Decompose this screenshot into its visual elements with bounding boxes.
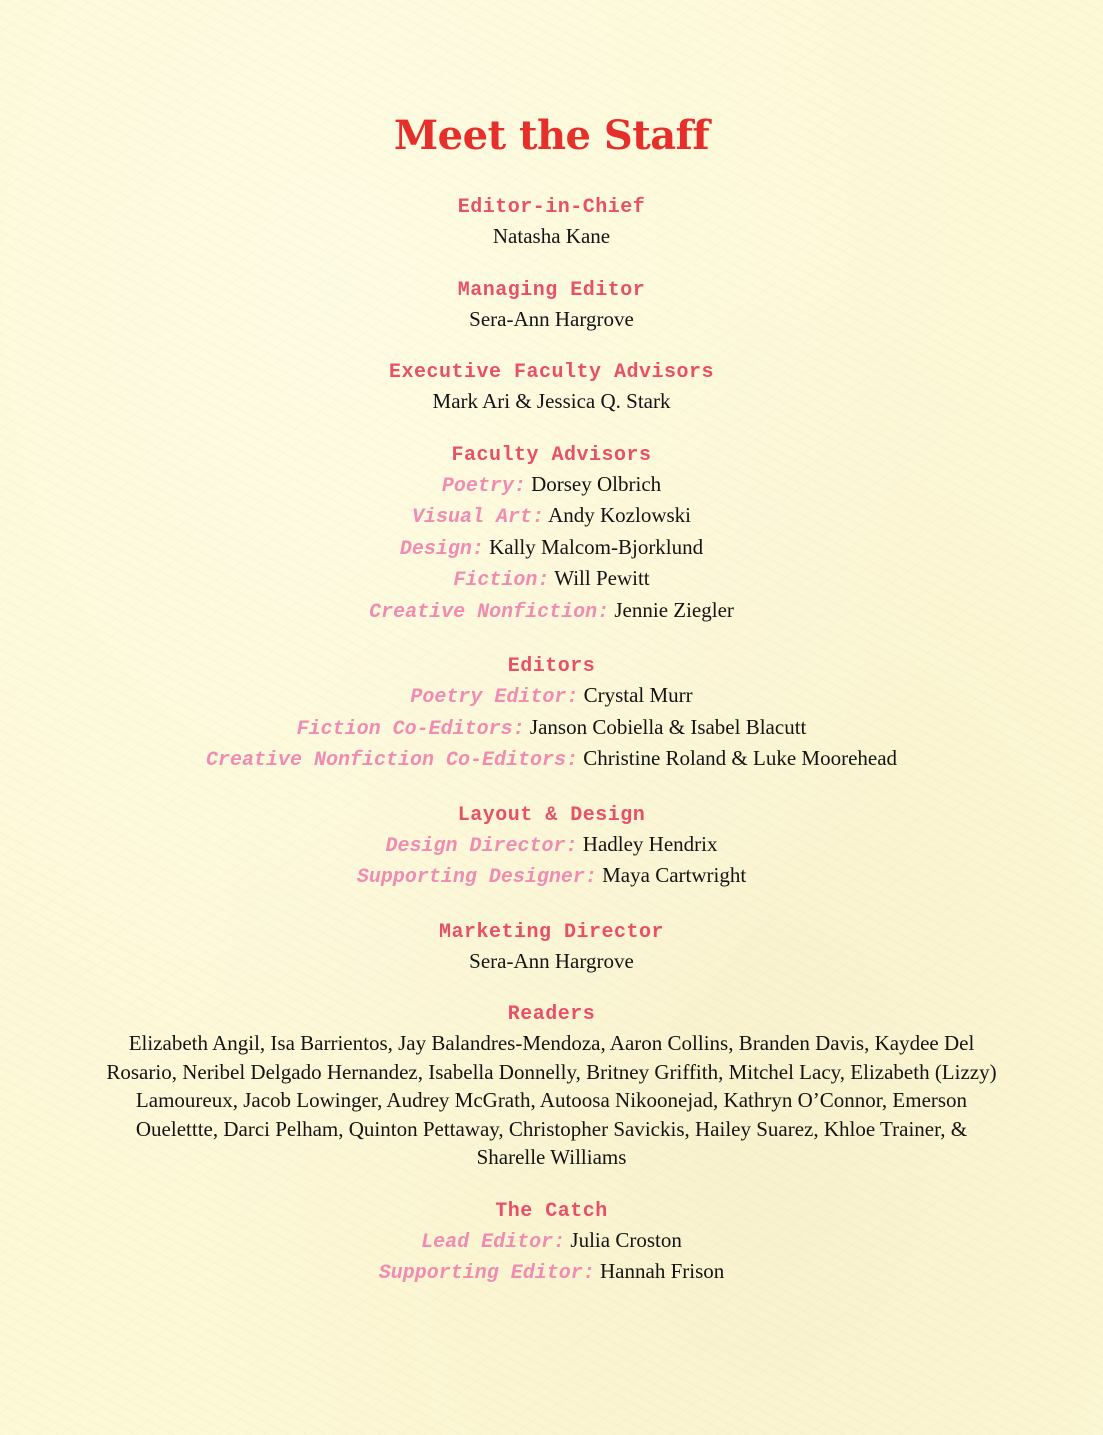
role-label: Design: bbox=[399, 537, 484, 561]
role-label: Fiction: bbox=[453, 569, 550, 592]
role-label: Supporting Designer: bbox=[356, 866, 597, 889]
staff-name: Maya Cartwright bbox=[602, 863, 747, 887]
staff-row bbox=[0, 1226, 1103, 1258]
staff-name: Hadley Hendrix bbox=[582, 831, 718, 856]
page-title: Meet the Staff bbox=[393, 112, 710, 159]
staff-name: Jennie Ziegler bbox=[614, 597, 734, 622]
staff-name: Andy Kozlowski bbox=[548, 503, 692, 527]
staff-row bbox=[0, 830, 1103, 862]
staff-name: Crystal Murr bbox=[583, 683, 693, 707]
staff-name: Kally Malcom-Bjorklund bbox=[489, 534, 704, 559]
staff-name: Julia Croston bbox=[570, 1227, 682, 1252]
role-label: Poetry: bbox=[441, 474, 526, 498]
section-editors bbox=[0, 653, 1103, 776]
staff-row bbox=[0, 501, 1103, 533]
staff-name: Hannah Frison bbox=[600, 1259, 725, 1283]
readers-list: Elizabeth Angil, Isa Barrientos, Jay Balandres-Mendoza, Aaron Collins, Branden Davis, Kaydee Del Rosario, Neribel Delgado Hernandez, Isabella Donnelly, Britney Griffith, Mitchel Lacy, Elizabeth (Lizzy) Lamoureux, Jacob Lowinger, Audrey McGrath, Autoosa Nikoonejad, Kathryn O’Connor, Emerson Ouelettte, Darci Pelham, Quinton Pettaway, Christopher Savickis, Hailey Suarez, Khloe Trainer, & Sharelle Williams bbox=[106, 1031, 997, 1169]
staff-row bbox=[0, 744, 1103, 776]
staff-row bbox=[0, 1257, 1103, 1289]
staff-row bbox=[0, 713, 1103, 745]
section-heading: Readers bbox=[507, 1003, 596, 1026]
staff-name: Sera-Ann Hargrove bbox=[469, 306, 634, 331]
role-label: Visual Art: bbox=[411, 506, 544, 529]
role-label: Creative Nonfiction: bbox=[369, 600, 610, 624]
staff-sections bbox=[0, 194, 1103, 1315]
staff-name: Sera-Ann Hargrove bbox=[469, 948, 634, 973]
section-executive-faculty-advisors bbox=[0, 359, 1103, 416]
section-heading: Managing Editor bbox=[457, 278, 646, 302]
section-heading: The Catch bbox=[495, 1199, 608, 1223]
staff-name: Christine Roland & Luke Moorehead bbox=[583, 746, 898, 770]
section-heading: Marketing Director bbox=[438, 920, 665, 944]
section-faculty-advisors bbox=[0, 442, 1103, 628]
section-editor-in-chief bbox=[0, 194, 1103, 251]
staff-name: Will Pewitt bbox=[554, 566, 650, 590]
staff-name: Dorsey Olbrich bbox=[531, 471, 662, 496]
role-label: Poetry Editor: bbox=[410, 686, 579, 709]
section-heading: Editors bbox=[507, 655, 596, 678]
role-label: Supporting Editor: bbox=[378, 1262, 595, 1285]
section-readers bbox=[0, 1001, 1103, 1172]
role-label: Fiction Co-Editors: bbox=[296, 717, 525, 741]
section-heading: Layout & Design bbox=[457, 803, 646, 827]
role-label: Lead Editor: bbox=[421, 1230, 566, 1254]
staff-name: Mark Ari & Jessica Q. Stark bbox=[432, 389, 671, 413]
staff-name: Janson Cobiella & Isabel Blacutt bbox=[529, 714, 807, 739]
section-heading: Executive Faculty Advisors bbox=[388, 361, 715, 384]
section-heading: Editor-in-Chief bbox=[457, 196, 646, 219]
role-label: Design Director: bbox=[385, 834, 578, 858]
staff-row bbox=[0, 564, 1103, 596]
section-marketing-director bbox=[0, 919, 1103, 976]
staff-row bbox=[0, 533, 1103, 565]
staff-row bbox=[0, 596, 1103, 628]
section-the-catch bbox=[0, 1198, 1103, 1289]
section-layout-design bbox=[0, 802, 1103, 893]
role-label: Creative Nonfiction Co-Editors: bbox=[205, 749, 579, 772]
section-managing-editor bbox=[0, 277, 1103, 334]
staff-row bbox=[0, 861, 1103, 893]
section-heading: Faculty Advisors bbox=[451, 443, 652, 467]
staff-name: Natasha Kane bbox=[492, 224, 611, 248]
staff-row bbox=[0, 681, 1103, 713]
staff-row bbox=[0, 470, 1103, 502]
